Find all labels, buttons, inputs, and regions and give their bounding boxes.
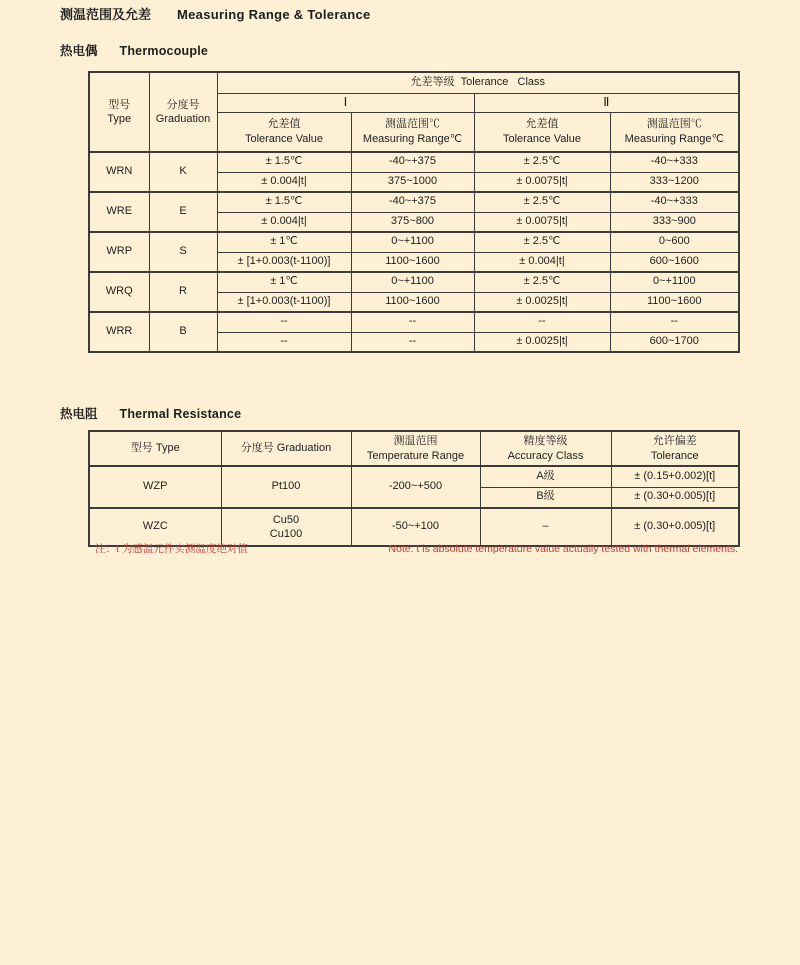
header-tol-value-i-zh: 允差值 [267,118,301,131]
table-cell: ± 0.0075|t| [474,172,610,192]
header-range-ii-en: Measuring Range℃ [624,132,724,145]
table-cell: ± [1+0.003(t-1100)] [217,252,351,272]
table-cell: 600~1600 [610,252,739,272]
type-cell: WRR [89,312,149,352]
graduation-cell: E [149,192,217,232]
table-cell: ± 0.004|t| [474,252,610,272]
graduation-cell: B [149,312,217,352]
type-cell: WRP [89,232,149,272]
range-cell: -200~+500 [351,466,480,508]
table-cell: ± 1.5℃ [217,152,351,172]
header-type [89,72,149,152]
footnote-zh: 注：t 为感温元件实测温度绝对值 [95,543,248,555]
header-tolerance [611,431,739,466]
table-cell: 0~600 [610,232,739,252]
table-cell: ± 1.5℃ [217,192,351,212]
graduation-cell: Pt100 [221,466,351,508]
graduation-line1: Cu50 [272,513,300,526]
section-heading-thermocouple [60,41,208,59]
header-graduation-en: Graduation [155,113,211,125]
header-graduation [149,72,217,152]
header-range-i-en: Measuring Range℃ [362,132,463,145]
header-tol-value-ii [474,112,610,152]
header-range-ii-zh: 测温范围℃ [646,118,702,131]
accuracy-class-cell: A级 [480,466,611,487]
table-row [89,466,739,487]
thermocouple-table [88,71,740,353]
section-heading-thermocouple-en: Thermocouple [119,44,209,58]
type-cell: WZC [89,508,221,546]
header-accuracy-class-en: Accuracy Class [507,449,584,462]
tolerance-cell: ± (0.30+0.005)[t] [611,487,739,508]
table-cell: 1100~1600 [351,252,474,272]
table-cell: -- [217,332,351,352]
header-range-i [351,112,474,152]
table-cell: ± 0.004|t| [217,212,351,232]
table-cell: -40~+375 [351,152,474,172]
header-range-i-zh: 测温范围℃ [385,118,440,131]
table-cell: ± 0.0075|t| [474,212,610,232]
header-accuracy-class-zh: 精度等级 [523,435,568,448]
header-temperature-range [351,431,480,466]
table-cell: ± 2.5℃ [474,232,610,252]
footnote-en: Note: t is absolute temperature value actually tested with thermal elements. [388,543,738,555]
header-tolerance-class: 允差等级 Tolerance Class [217,72,739,93]
header-tol-value-ii-en: Tolerance Value [502,132,582,145]
table-cell: ± 2.5℃ [474,192,610,212]
table-row [89,152,739,172]
section-heading-thermal-en: Thermal Resistance [119,407,242,421]
table-row [89,312,739,332]
header-tol-value-i [217,112,351,152]
table-cell: 333~1200 [610,172,739,192]
tolerance-cell: ± (0.15+0.002)[t] [611,466,739,487]
table-cell: -- [351,312,474,332]
table-cell: 600~1700 [610,332,739,352]
table-cell: -40~+333 [610,152,739,172]
table-cell: -- [474,312,610,332]
table-cell: -- [217,312,351,332]
section-heading-thermal-resistance [60,404,241,422]
tolerance-cell: ± (0.30+0.005)[t] [611,508,739,546]
table-row [89,192,739,212]
header-tol-value-ii-zh: 允差值 [525,118,559,131]
table-cell: 0~+1100 [351,232,474,252]
table-cell: -- [610,312,739,332]
thermal-resistance-table [88,430,740,547]
type-cell: WRN [89,152,149,192]
table-cell: ± [1+0.003(t-1100)] [217,292,351,312]
header-range-ii [610,112,739,152]
table-cell: -40~+333 [610,192,739,212]
table-row [89,272,739,292]
accuracy-class-cell: – [480,508,611,546]
table-cell: 1100~1600 [610,292,739,312]
footnotes [95,541,738,556]
header-type: 型号 Type [89,431,221,466]
table-cell: 1100~1600 [351,292,474,312]
type-cell: WRE [89,192,149,232]
graduation-cell: K [149,152,217,192]
table-cell: 0~+1100 [351,272,474,292]
table-cell: ± 2.5℃ [474,152,610,172]
header-type-zh: 型号 [108,98,131,111]
table-cell: 333~900 [610,212,739,232]
table-cell: 375~1000 [351,172,474,192]
table-cell: ± 0.0025|t| [474,292,610,312]
type-cell: WRQ [89,272,149,312]
graduation-cell: R [149,272,217,312]
range-cell: -50~+100 [351,508,480,546]
header-accuracy-class [480,431,611,466]
header-tolerance-en: Tolerance [650,449,699,462]
header-type-en: Type [107,113,132,125]
table-cell: -40~+375 [351,192,474,212]
graduation-line2: Cu100 [269,528,303,540]
table-cell: 0~+1100 [610,272,739,292]
table-cell: ± 0.004|t| [217,172,351,192]
header-temperature-range-zh: 测温范围 [393,435,438,448]
table-cell: ± 0.0025|t| [474,332,610,352]
header-class-ii: Ⅱ [474,93,739,112]
header-tol-value-i-en: Tolerance Value [244,132,324,145]
header-graduation-zh: 分度号 [166,98,200,111]
table-cell: ± 2.5℃ [474,272,610,292]
page-title-zh: 测温范围及允差 [60,7,152,22]
table-cell: 375~800 [351,212,474,232]
header-temperature-range-en: Temperature Range [366,449,465,462]
header-graduation: 分度号 Graduation [221,431,351,466]
table-cell: ± 1℃ [217,272,351,292]
table-cell: -- [351,332,474,352]
table-row [89,232,739,252]
header-tolerance-zh: 允许偏差 [652,435,697,448]
page-title [60,4,371,23]
page-title-en: Measuring Range & Tolerance [177,7,371,22]
type-cell: WZP [89,466,221,508]
header-class-i: Ⅰ [217,93,474,112]
table-cell: ± 1℃ [217,232,351,252]
accuracy-class-cell: B级 [480,487,611,508]
graduation-cell: S [149,232,217,272]
section-heading-thermocouple-zh: 热电偶 [60,44,98,58]
section-heading-thermal-zh: 热电阻 [60,407,98,421]
